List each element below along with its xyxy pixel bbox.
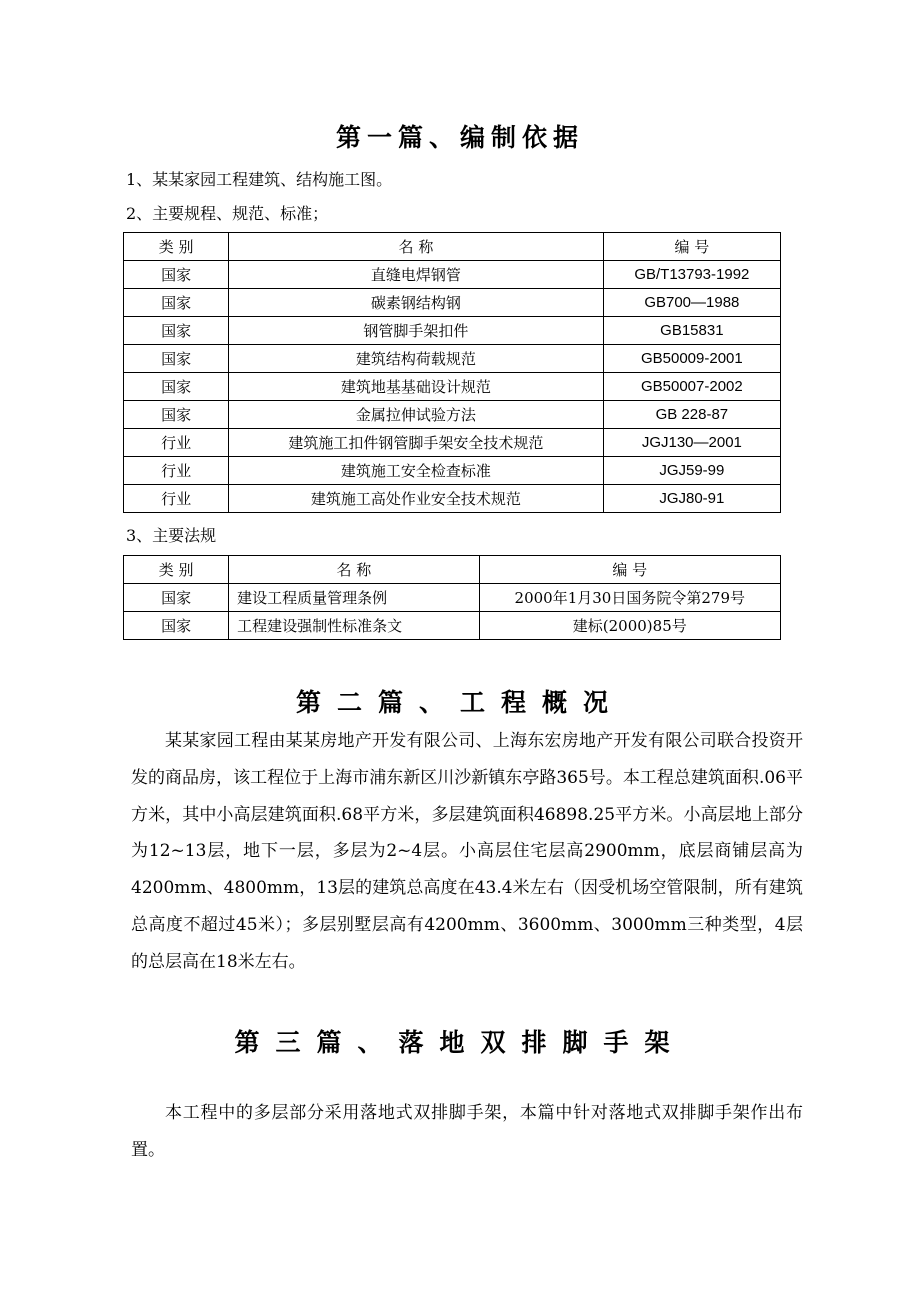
project-overview-paragraph: 某某家园工程由某某房地产开发有限公司、上海东宏房地产开发有限公司联合投资开发的商品房，该工程位于上海市浦东新区川沙新镇东亭路365号。本工程总建筑面积.06平方米，其中小高层建筑面积.68平方米，多层建筑面积46898.25平方米。小高层地上部分为12~13层，地下一层，多层为2~4层。小高层住宅层高2900mm，底层商铺层高为4200mm、4800mm，13层的建筑总高度在43.4米左右（因受机场空管限制，所有建筑总高度不超过45米）；多层别墅层高有4200mm、3600mm、3000mm三种类型，4层的总层高在18米左右。: [131, 731, 803, 972]
cell-name: 钢管脚手架扣件: [229, 317, 604, 345]
table-row: [124, 457, 781, 485]
cell-name: 金属拉伸试验方法: [229, 401, 604, 429]
table-row: [124, 345, 781, 373]
basis-item-1: 1、某某家园工程建筑、结构施工图。: [126, 170, 393, 189]
cell-category: 国家: [124, 612, 229, 640]
cell-category: 国家: [124, 289, 229, 317]
cell-code: JGJ59-99: [603, 457, 780, 485]
header-name: 名 称: [229, 233, 604, 261]
table-row: [124, 289, 781, 317]
section-2-title: 第二篇、工程概况: [295, 688, 624, 717]
cell-code: GB50009-2001: [603, 345, 780, 373]
cell-category: 国家: [124, 373, 229, 401]
cell-category: 国家: [124, 317, 229, 345]
cell-code: GB/T13793-1992: [603, 261, 780, 289]
header-category: 类 别: [124, 233, 229, 261]
scaffold-intro-paragraph: 本工程中的多层部分采用落地式双排脚手架，本篇中针对落地式双排脚手架作出布置。: [131, 1103, 803, 1160]
table-row: [124, 401, 781, 429]
table-row: [124, 584, 781, 612]
cell-name: 建筑施工安全检查标准: [229, 457, 604, 485]
standards-table: [123, 232, 781, 513]
cell-name: 建筑地基基础设计规范: [229, 373, 604, 401]
cell-category: 国家: [124, 584, 229, 612]
table-row: [124, 317, 781, 345]
header-code: 编 号: [479, 556, 780, 584]
cell-code: JGJ80-91: [603, 485, 780, 513]
header-name: 名 称: [229, 556, 479, 584]
cell-code: GB700—1988: [603, 289, 780, 317]
table-header-row: [124, 233, 781, 261]
cell-name: 建设工程质量管理条例: [229, 584, 479, 612]
cell-category: 行业: [124, 457, 229, 485]
basis-item-2: 2、主要规程、规范、标准；: [126, 204, 329, 223]
cell-code: GB 228-87: [603, 401, 780, 429]
cell-code: JGJ130—2001: [603, 429, 780, 457]
cell-name: 建筑施工扣件钢管脚手架安全技术规范: [229, 429, 604, 457]
basis-item-3: 3、主要法规: [126, 526, 217, 545]
table-header-row: [124, 556, 781, 584]
header-category: 类 别: [124, 556, 229, 584]
table-row: [124, 429, 781, 457]
cell-code: 建标(2000)85号: [479, 612, 780, 640]
cell-code: GB50007-2002: [603, 373, 780, 401]
cell-code: 2000年1月30日国务院令第279号: [479, 584, 780, 612]
cell-name: 建筑施工高处作业安全技术规范: [229, 485, 604, 513]
cell-name: 碳素钢结构钢: [229, 289, 604, 317]
cell-category: 行业: [124, 485, 229, 513]
cell-category: 国家: [124, 401, 229, 429]
cell-name: 直缝电焊钢管: [229, 261, 604, 289]
cell-name: 工程建设强制性标准条文: [229, 612, 479, 640]
cell-name: 建筑结构荷载规范: [229, 345, 604, 373]
table-row: [124, 612, 781, 640]
cell-category: 国家: [124, 261, 229, 289]
laws-table: [123, 555, 781, 640]
table-row: [124, 373, 781, 401]
header-code: 编 号: [603, 233, 780, 261]
cell-category: 行业: [124, 429, 229, 457]
cell-code: GB15831: [603, 317, 780, 345]
section-3-title: 第三篇、落地双排脚手架: [234, 1028, 686, 1057]
table-row: [124, 261, 781, 289]
cell-category: 国家: [124, 345, 229, 373]
table-row: [124, 485, 781, 513]
section-1-title: 第一篇、编制依据: [335, 123, 584, 152]
